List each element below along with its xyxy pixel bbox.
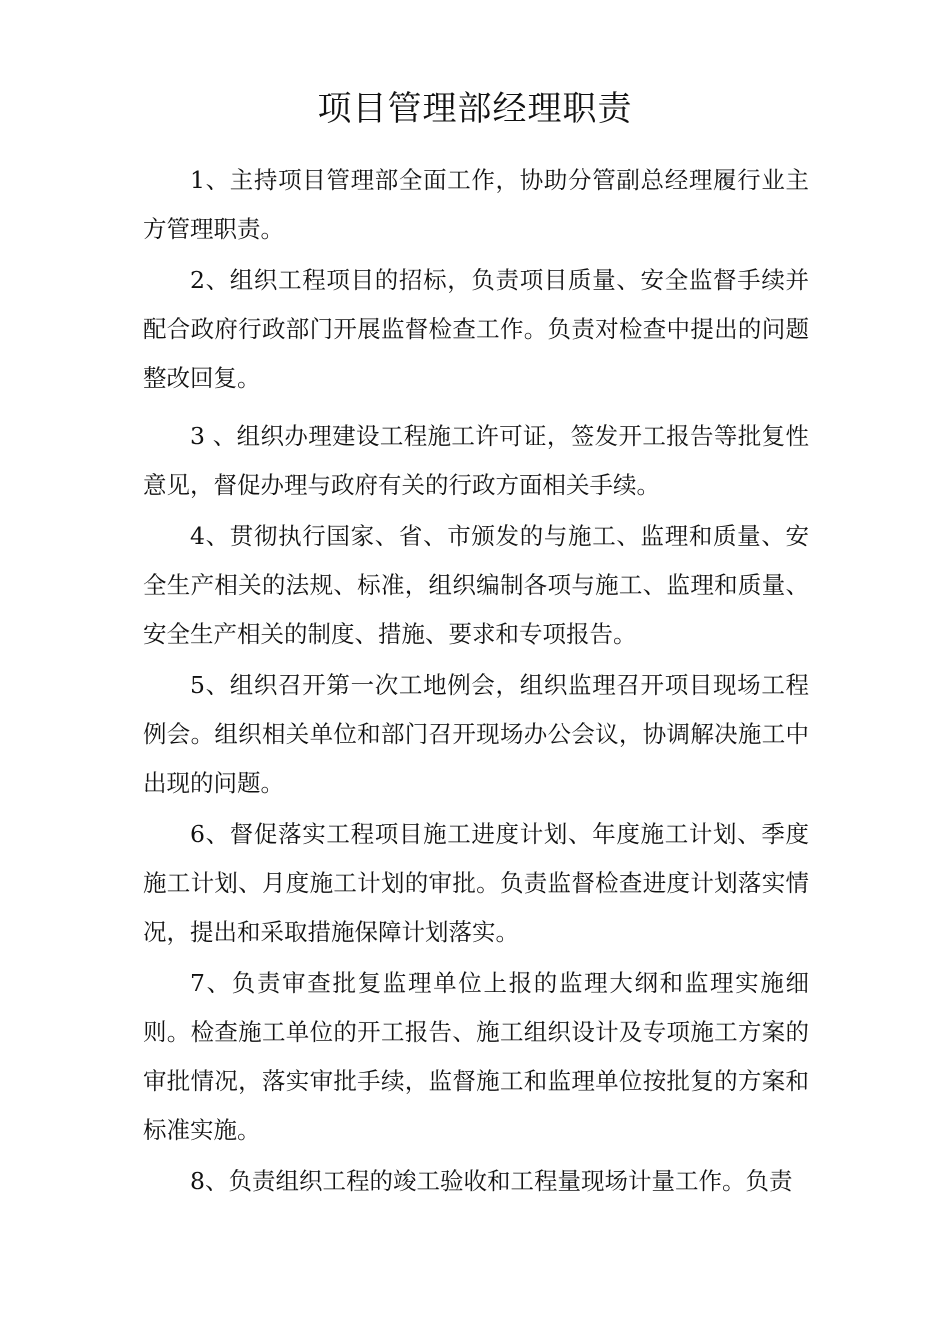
paragraph-1: 1、主持项目管理部全面工作，协助分管副总经理履行业主方管理职责。 [143,166,809,243]
page-title: 项目管理部经理职责 [317,89,633,129]
paragraph-6: 6、督促落实工程项目施工进度计划、年度施工计划、季度施工计划、月度施工计划的审批。负责监督检查进度计划落实情况，提出和采取措施保障计划落实。 [143,820,809,946]
paragraph-5: 5、组织召开第一次工地例会，组织监理召开项目现场工程例会。组织相关单位和部门召开现场办公会议，协调解决施工中出现的问题。 [143,671,809,797]
paragraph-2: 2、组织工程项目的招标，负责项目质量、安全监督手续并配合政府行政部门开展监督检查工作。负责对检查中提出的问题整改回复。 [143,266,809,392]
paragraph-7: 7、负责审查批复监理单位上报的监理大纲和监理实施细则。检查施工单位的开工报告、施工组织设计及专项施工方案的审批情况，落实审批手续，监督施工和监理单位按批复的方案和标准实施。 [143,969,809,1144]
paragraph-3: 3 、组织办理建设工程施工许可证，签发开工报告等批复性 意见，督促办理与政府有关的行政方面相关手续。 [143,422,809,499]
paragraph-4: 4、贯彻执行国家、省、市颁发的与施工、监理和质量、安全生产相关的法规、标准，组织编制各项与施工、监理和质量、安全生产相关的制度、措施、要求和专项报告。 [143,522,809,648]
paragraph-8: 8、负责组织工程的竣工验收和工程量现场计量工作。负责 [190,1167,793,1195]
document-body [143,156,809,1206]
